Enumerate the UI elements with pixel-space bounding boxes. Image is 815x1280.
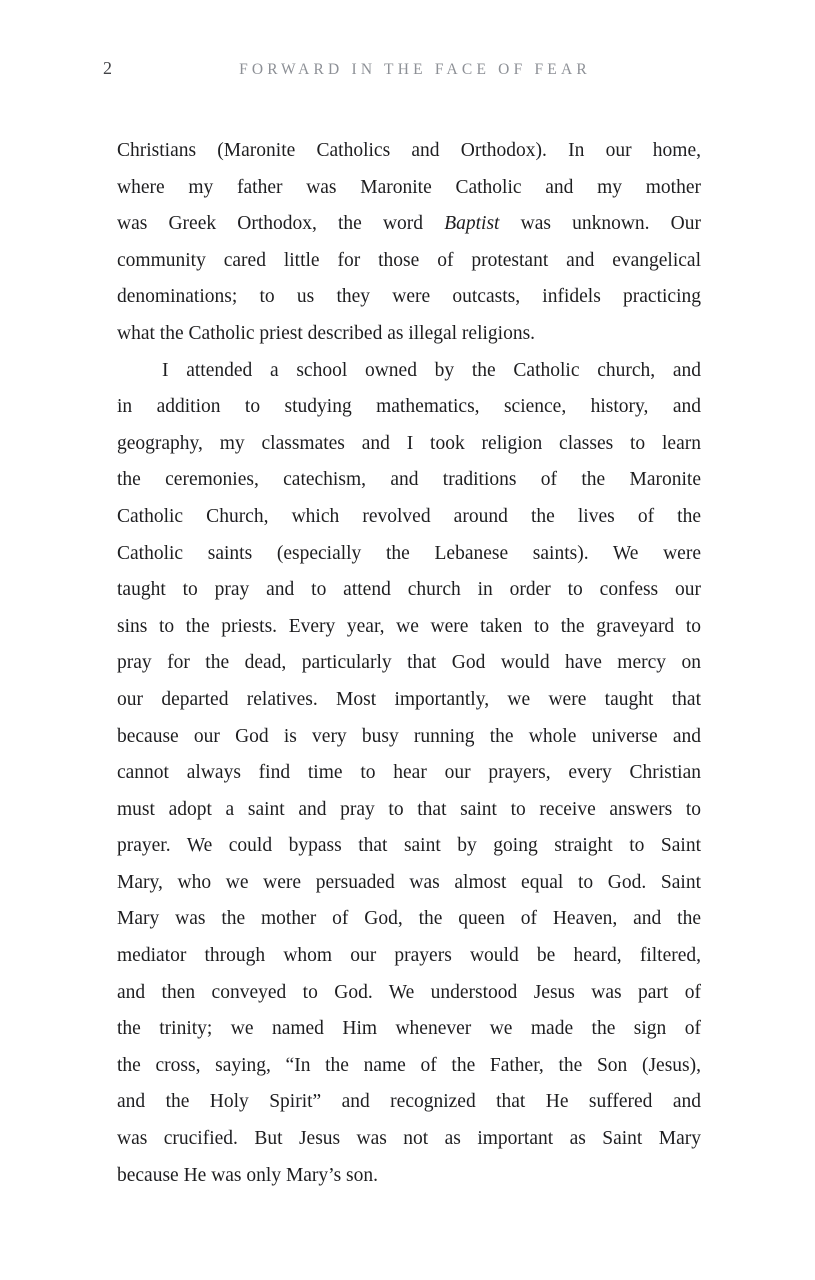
paragraph — [117, 353, 701, 1195]
text-line: mediator through whom our prayers would be heard, filtered, — [117, 945, 701, 967]
text-line: Christians (Maronite Catholics and Orthodox). In our home, — [117, 140, 701, 161]
text-line: I attended a school owned by the Catholic church, and — [162, 359, 701, 381]
text-line: prayer. We could bypass that saint by going straight to Saint — [117, 835, 701, 857]
text-line: our departed relatives. Most importantly, we were taught that — [117, 688, 701, 710]
text-line: because He was only Mary’s son. — [117, 1164, 379, 1186]
text-line: in addition to studying mathematics, science, history, and — [117, 396, 701, 418]
text-line: taught to pray and to attend church in order to confess our — [117, 579, 701, 601]
body-text — [117, 133, 701, 1194]
text-line: the ceremonies, catechism, and traditions of the Maronite — [117, 469, 701, 491]
text-line: denominations; to us they were outcasts, infidels practicing — [117, 286, 701, 308]
text-line: what the Catholic priest described as illegal religions. — [117, 322, 536, 344]
text-line: Catholic Church, which revolved around the lives of the — [117, 505, 701, 527]
text-line: and the Holy Spirit” and recognized that He suffered and — [117, 1091, 701, 1113]
text-line: must adopt a saint and pray to that saint to receive answers to — [117, 798, 701, 820]
text-line: the trinity; we named Him whenever we made the sign of — [117, 1018, 701, 1040]
text-line: and then conveyed to God. We understood Jesus was part of — [117, 981, 701, 1003]
text-line: because our God is very busy running the whole universe and — [117, 725, 701, 747]
text-line: was crucified. But Jesus was not as important as Saint Mary — [117, 1128, 701, 1150]
text-line: pray for the dead, particularly that God would have mercy on — [117, 652, 701, 674]
text-line: Catholic saints (especially the Lebanese saints). We were — [117, 542, 701, 564]
text-line: where my father was Maronite Catholic and my mother — [117, 176, 701, 198]
text-line: sins to the priests. Every year, we were taken to the graveyard to — [117, 615, 701, 637]
text-line: was Greek Orthodox, the word Baptist was unknown. Our — [117, 213, 701, 235]
text-line: Mary, who we were persuaded was almost equal to God. Saint — [117, 871, 701, 893]
page-number: 2 — [103, 58, 112, 78]
running-head: FORWARD IN THE FACE OF FEAR — [239, 61, 591, 78]
text-line: community cared little for those of protestant and evangelical — [117, 249, 701, 271]
paragraph — [117, 133, 701, 353]
text-line: cannot always find time to hear our prayers, every Christian — [117, 762, 701, 784]
text-line: geography, my classmates and I took religion classes to learn — [117, 432, 701, 454]
text-line: the cross, saying, “In the name of the Father, the Son (Jesus), — [117, 1054, 701, 1076]
text-line: Mary was the mother of God, the queen of Heaven, and the — [117, 908, 701, 930]
